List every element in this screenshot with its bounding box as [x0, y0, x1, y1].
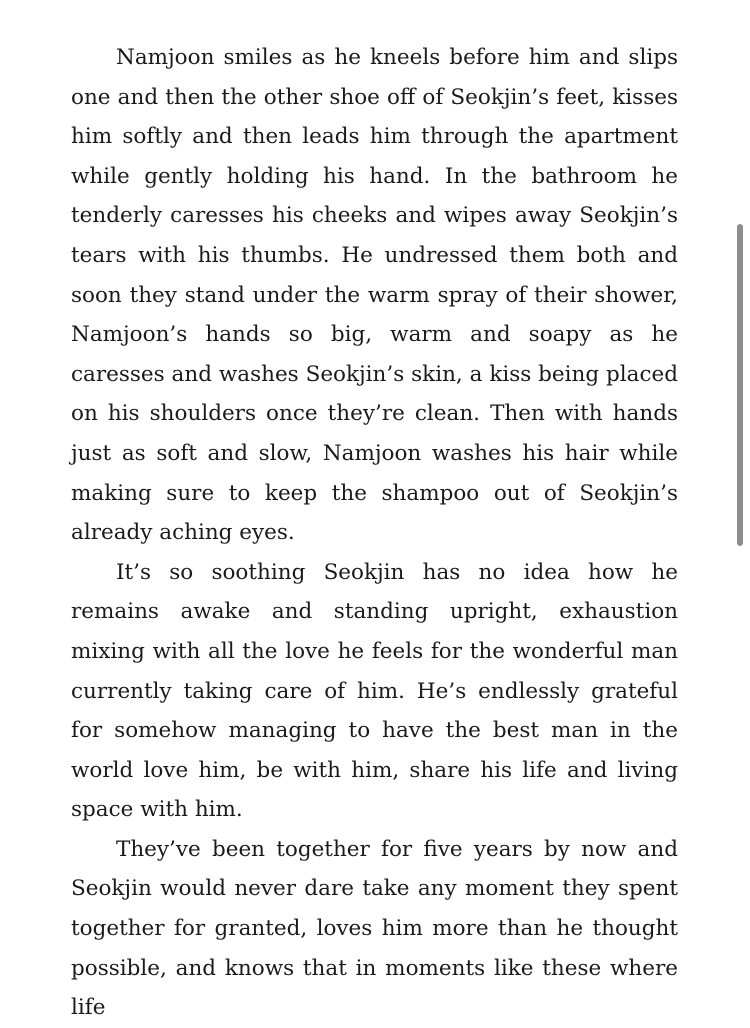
paragraph-1: Namjoon smiles as he kneels before him and slips one and then the other shoe off of Seokjin’s feet, kisses him softly and then leads him through the apartment while gently holding his hand. In the bathroom he tenderly caresses his cheeks and wipes away Seokjin’s tears with his thumbs. He undressed them both and soon they stand under the warm spray of their shower, Namjoon’s hands so big, warm and soapy as he caresses and washes Seokjin’s skin, a kiss being placed on his shoulders once they’re clean. Then with hands just as soft and slow, Namjoon washes his hair while making sure to keep the shampoo out of Seokjin’s already aching eyes. — [71, 45, 678, 546]
paragraph-2: It’s so soothing Seokjin has no idea how he remains awake and standing upright, exhaustion mixing with all the love he feels for the wonderful man currently taking care of him. He’s endlessly grateful for somehow managing to have the best man in the world love him, be with him, share his life and living space with him. — [71, 559, 678, 823]
page-text — [71, 38, 678, 1028]
paragraph-3: They’ve been together for five years by now and Seokjin would never dare take any moment they spent together for granted, loves him more than he thought possible, and knows that in moments like these where life — [71, 836, 678, 1021]
scrollbar-thumb[interactable] — [737, 224, 743, 546]
